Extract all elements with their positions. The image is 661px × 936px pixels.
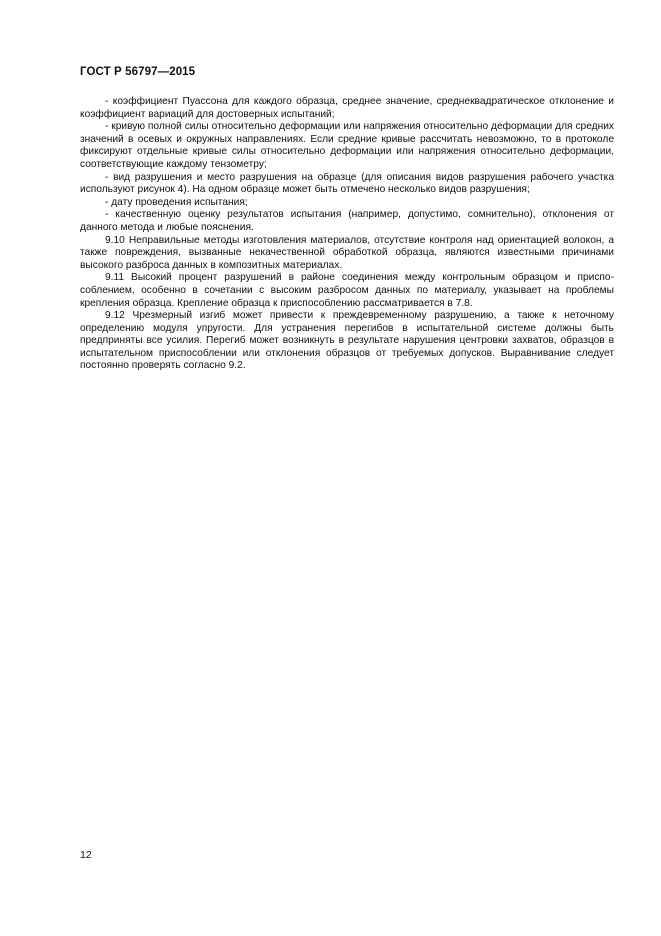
document-body [80,96,614,373]
clause-9-10: 9.10 Неправильные методы изготовления материалов, отсутствие контроля над ориентацией волокон, а также повреждения, вызванные некачественной обработкой образца, являются известными причинами высокого разброса данных в композитных материалах. [80,234,614,271]
list-item-test-date: - дату проведения испытания; [105,196,248,208]
list-item-force-strain-curve: - кривую полной силы относительно деформации или напряжения относительно деформации для средних значений в осевых и окружных направлениях. Если средние кривые рассчитать невозможно, то в протоколе фиксируют отдельные кривые силы относительно деформации или напряжения относительно деформации, соответствующие каждому тензометру; [80,121,614,170]
clause-9-11: 9.11 Высокий процент разрушений в районе соединения между контрольным образцом и приспособлением, особенно в сочетании с высоким разбросом данных по материалу, указывает на проблемы крепления образца. Крепление образца к приспособлению рассматривается в 7.8. [80,272,614,309]
document-header: ГОСТ Р 56797—2015 [80,66,196,78]
list-item-failure-mode: - вид разрушения и место разрушения на образце (для описания видов разрушения рабочего участка используют рисунок 4). На одном образце может быть отмечено несколько видов разрушения; [80,171,614,196]
clause-9-12: 9.12 Чрезмерный изгиб может привести к преждевременному разрушению, а также к неточному определению модуля упругости. Для устранения перегибов в испытательной системе должны быть предприняты все усилия. Перегиб может возникнуть в результате нарушения центровки захватов, образцов в испытательном приспособлении или отклонения образцов от требуемых допусков. Выравнивание следует постоянно проверять согласно 9.2. [80,310,614,372]
list-item-poisson-ratio: - коэффициент Пуассона для каждого образца, среднее значение, среднеквадратическое отклонение и коэффициент вариаций для достоверных испытаний; [80,96,614,120]
list-item-quality-assessment: - качественную оценку результатов испытания (например, допустимо, сомнительно), отклонения от данного метода и любые пояснения. [80,209,614,233]
page-number: 12 [80,849,92,861]
